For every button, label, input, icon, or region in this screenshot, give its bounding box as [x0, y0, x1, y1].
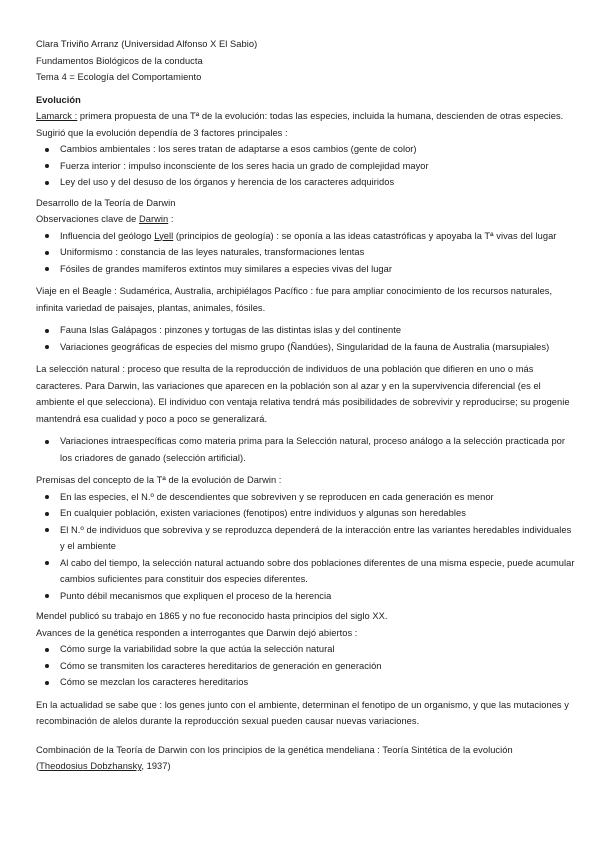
lamarck-factors-list [36, 141, 576, 191]
list-item: Fauna Islas Galápagos : pinzones y tortugas de las distintas islas y del continente [36, 322, 576, 339]
lamarck-name: Lamarck : [36, 111, 78, 121]
header-course: Fundamentos Biológicos de la conducta [36, 55, 203, 66]
beagle-list [36, 322, 576, 355]
section-title-evolucion: Evolución [36, 94, 81, 105]
genetics-list [36, 641, 576, 691]
header-topic: Tema 4 = Ecología del Comportamiento [36, 72, 202, 82]
sintetica-line: Combinación de la Teoría de Darwin con los principios de la genética mendeliana : Teoría Sintética de la evolución [36, 744, 513, 755]
list-item: El N.º de individuos que sobreviva y se reproduzca dependerá de la interacción entre las variantes heredables individuales y el ambiente [36, 522, 576, 555]
premisas-title: Premisas del concepto de la Tª de la evolución de Darwin : [36, 475, 282, 485]
list-item: Fósiles de grandes mamíferos extintos muy similares a especies vivas del lugar [36, 261, 576, 278]
list-item: Al cabo del tiempo, la selección natural actuando sobre dos poblaciones diferentes de una misma especie, puede acumular cambios suficientes para constituir dos especies diferentes. [36, 555, 576, 588]
genetics-intro: Avances de la genética responden a interrogantes que Darwin dejó abiertos : [36, 627, 358, 638]
list-item: Cómo se transmiten los caracteres hereditarios de generación en generación [36, 658, 576, 675]
list-item: Cambios ambientales : los seres tratan de adaptarse a esos cambios (gente de color) [36, 141, 576, 158]
list-item: Variaciones intraespecíficas como materia prima para la Selección natural, proceso análogo a la selección practicada por los criadores de ganado (selección artificial). [36, 433, 576, 466]
lamarck-text: primera propuesta de una Tª de la evolución: todas las especies, incluida la humana, descienden de otras especies. Sugirió que la evolución dependía de 3 factores principales : [36, 111, 564, 138]
list-item: En cualquier población, existen variaciones (fenotipos) entre individuos y algunas son heredables [36, 505, 576, 522]
list-item: En las especies, el N.º de descendientes que sobreviven y se reproducen en cada generación es menor [36, 489, 576, 506]
dobzhansky-name: Theodosius Dobzhansky [39, 761, 142, 771]
list-item: Influencia del geólogo Lyell (principios de geología) : se oponía a las ideas catastróficas y apoyaba la Tª vivas del lugar [36, 228, 576, 245]
list-item: Cómo surge la variabilidad sobre la que actúa la selección natural [36, 641, 576, 658]
section-title-darwin: Desarrollo de la Teoría de Darwin [36, 197, 176, 208]
list-item: Fuerza interior : impulso inconsciente de los seres hacia un grado de complejidad mayor [36, 158, 576, 175]
beagle-paragraph: Viaje en el Beagle : Sudamérica, Australia, archipiélagos Pacífico : fue para ampliar conocimiento de los recursos naturales, infinita variedad de paisajes, plantas, animales, fósiles. [36, 286, 553, 313]
list-item: Cómo se mezclan los caracteres hereditarios [36, 674, 576, 691]
list-item: Punto débil mecanismos que expliquen el proceso de la herencia [36, 588, 576, 605]
darwin-observations-list [36, 228, 576, 278]
header-author: Clara Triviño Arranz (Universidad Alfonso X El Sabio) [36, 39, 258, 49]
list-item: Ley del uso y del desuso de los órganos y herencia de los caracteres adquiridos [36, 174, 576, 191]
premisas-list [36, 489, 576, 605]
list-item: Variaciones geográficas de especies del mismo grupo (Ñandúes), Singularidad de la fauna de Australia (marsupiales) [36, 339, 576, 356]
lyell-name: Lyell [154, 230, 174, 241]
darwin-name: Darwin [138, 214, 169, 224]
seleccion-list [36, 433, 576, 466]
sintetica-citation: (Theodosius Dobzhansky, 1937) [36, 761, 171, 771]
darwin-observations-intro: Observaciones clave de Darwin : [36, 214, 174, 224]
seleccion-paragraph: La selección natural : proceso que resulta de la reproducción de individuos de una población que difieren en uno o más caracteres. Para Darwin, las variaciones que aparecen en la población son al azar y en la supervivencia diferencial (es el ambiente el que selecciona). El individuo con ventaja relativa tendrá más posibilidades de sobrevivir y reproducirse; su progenie mantendrá esa cualidad y poco a poco se generalizará. [36, 364, 570, 424]
lamarck-paragraph [36, 108, 576, 141]
actualidad-paragraph: En la actualidad se sabe que : los genes junto con el ambiente, determinan el fenotipo de un organismo, y que las mutaciones y recombinación de alelos durante la reproducción sexual pueden causar nuevas variaciones. [36, 699, 569, 726]
list-item: Uniformismo : constancia de las leyes naturales, transformaciones lentas [36, 244, 576, 261]
mendel-line: Mendel publicó su trabajo en 1865 y no fue reconocido hasta principios del siglo XX. [36, 611, 388, 621]
